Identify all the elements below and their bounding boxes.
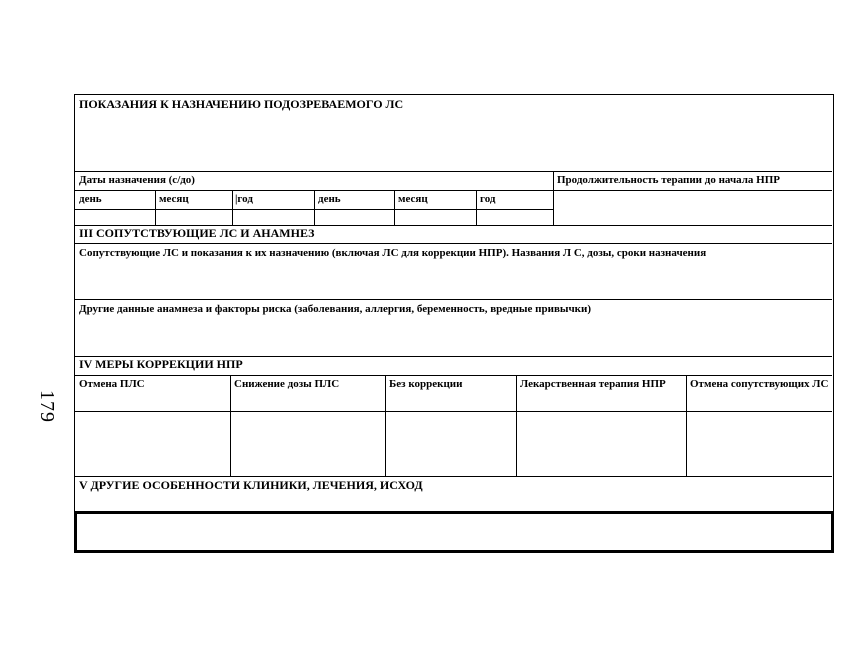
correction-col-no-correction: Без коррекции	[389, 378, 463, 390]
outcome-input-area[interactable]	[74, 511, 834, 553]
date-col-month-from: месяц	[159, 193, 189, 205]
dates-label: Даты назначения (с/до)	[79, 174, 195, 186]
concomitant-drugs-label: Сопутствующие ЛС и показания к их назначению (включая ЛС для коррекции НПР). Названия Л С, дозы, сроки назначения	[79, 247, 707, 259]
correction-col-drug-therapy: Лекарственная терапия НПР	[520, 378, 666, 390]
date-col-year-to: год	[480, 193, 496, 205]
date-col-month-to: месяц	[398, 193, 428, 205]
correction-col-dose-reduction: Снижение дозы ПЛС	[234, 378, 340, 390]
indications-heading: ПОКАЗАНИЯ К НАЗНАЧЕНИЮ ПОДОЗРЕВАЕМОГО ЛС	[79, 97, 404, 111]
date-col-day-from: день	[79, 193, 102, 205]
duration-label: Продолжительность терапии до начала НПР	[557, 174, 781, 186]
section-4-heading: IV МЕРЫ КОРРЕКЦИИ НПР	[79, 357, 243, 371]
correction-col-withdraw: Отмена ПЛС	[79, 378, 145, 390]
section-3-heading: III СОПУТСТВУЮЩИЕ ЛС И АНАМНЕЗ	[79, 226, 315, 240]
date-col-year-from: |год	[235, 193, 253, 205]
date-col-day-to: день	[318, 193, 341, 205]
page-number: 179	[36, 390, 58, 423]
anamnesis-label: Другие данные анамнеза и факторы риска (заболевания, аллергия, беременность, вредные привычки)	[79, 303, 592, 315]
adverse-reaction-form	[74, 94, 834, 552]
section-5-heading: V ДРУГИЕ ОСОБЕННОСТИ КЛИНИКИ, ЛЕЧЕНИЯ, ИСХОД	[79, 478, 423, 492]
correction-col-withdraw-concomitant: Отмена сопутствующих ЛС	[690, 378, 829, 390]
